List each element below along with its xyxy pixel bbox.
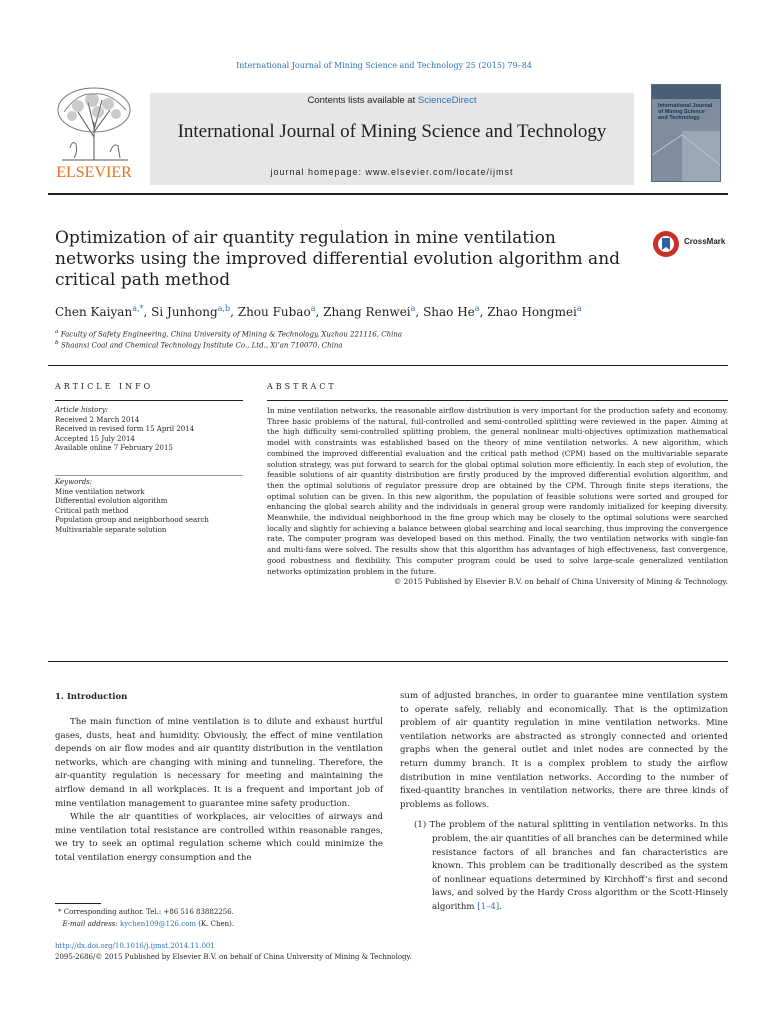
keyword-item: Population group and neighborhood search xyxy=(55,516,209,525)
cover-title: International Journal of Mining Science and Technology xyxy=(658,103,713,121)
history-revised: Received in revised form 15 April 2014 xyxy=(55,425,195,434)
keywords xyxy=(55,478,245,536)
reference-link[interactable]: [1–4] xyxy=(477,901,500,912)
history-received: Received 2 March 2014 xyxy=(55,415,140,424)
keyword-item: Critical path method xyxy=(55,506,129,515)
crossmark-label: CrossMark xyxy=(684,237,726,246)
affiliation-a xyxy=(55,329,402,338)
keyword-item: Multivariable separate solution xyxy=(55,525,167,534)
abstract-text: In mine ventilation networks, the reasonable airflow distribution is very important for the production safety and economy. Three basic problems of the natural, full-controlled and semi-controlled splitting were reviewed in the paper. Aiming at the high difficulty semi-controlled splitting problem, the general nonlinear multi-objectives optimization mathematical model with constraints was established based on the theory of mine ventilation networks. A new algorithm, which combined the improved differential evaluation and the critical path method (CPM) based on the multivariable separate solution strategy, was put forward to search for the global optimal solution more efficiently. In each step of evolution, the feasible solutions of air quantity distribution are firstly produced by the improved differential evolution algorithm, and then the optimal solutions of regulator pressure drop are obtained by the CPM. Through finite steps iterations, the optimal solution can be given. In this new algorithm, the population of feasible solutions were sorted and grouped for enhancing the global search ability and the individuals in general group were randomly initialized for keeping diversity. Meanwhile, the individual neighborhood in the fine group which may be closely to the optimal solutions were searched locally and slightly for achieving a balance between global searching and local searching, thus improving the convergence rate. The computer program was developed based on this method. Finally, the two ventilation networks with single-fan and multi-fans were solved. The results show that this algorithm has advantages of high effectiveness, fast convergence, good robustness and flexibility. This computer program could be used to solve large-scale generalized ventilation networks optimization problem in the future. xyxy=(267,406,728,576)
author-name[interactable]: Zhang Renwei xyxy=(323,305,411,319)
abstract-heading: ABSTRACT xyxy=(267,382,337,391)
body-paragraph: While the air quantities of workplaces, air velocities of airways and mine ventilation total resistance are controlled within reasonable ranges, we try to seek an optimal regulation scheme which could minimize the total ventilation energy consumption and the xyxy=(55,812,383,863)
keywords-label: Keywords: xyxy=(55,478,93,486)
journal-name: International Journal of Mining Science and Technology xyxy=(177,121,607,142)
section-rule xyxy=(48,365,728,366)
body-paragraph: The main function of mine ventilation is to dilute and exhaust hurtful gases, dusts, heat and humidity. Obviously, the effect of mine ventilation depends on air flow modes and air quantity distribution in the ventilation networks, which are changing with mining and tunneling. Therefore, the air-quantity regulation is necessary for meeting and maintaining the airflow demand in all workplaces. It is a frequent and important job of mine ventilation management to guarantee mine safety production. xyxy=(55,717,383,809)
author-name[interactable]: Zhao Hongmei xyxy=(487,305,577,319)
right-column xyxy=(400,690,728,915)
tree-illustration-icon xyxy=(48,82,140,164)
left-column xyxy=(55,716,383,866)
author-name[interactable]: Zhou Fubao xyxy=(237,305,311,319)
doi-link[interactable]: http://dx.doi.org/10.1016/j.ijmst.2014.11.001 xyxy=(55,942,215,950)
author-affiliation-marker[interactable]: a xyxy=(410,304,416,313)
author-affiliation-marker[interactable]: a xyxy=(474,304,480,313)
journal-citation[interactable]: International Journal of Mining Science and Technology 25 (2015) 79–84 xyxy=(236,61,532,70)
section-heading-introduction: 1. Introduction xyxy=(55,692,128,702)
abstract-body xyxy=(267,406,728,588)
elsevier-wordmark: ELSEVIER xyxy=(56,164,132,181)
article-info-rule xyxy=(55,400,243,401)
email-label: E-mail address: xyxy=(62,920,118,928)
keyword-item: Differential evolution algorithm xyxy=(55,497,168,506)
article-info-divider xyxy=(55,475,243,476)
list-item-end: . xyxy=(499,901,502,912)
cover-pattern-icon xyxy=(652,85,720,181)
footnote-rule xyxy=(55,903,101,904)
affiliation-text: Shaanxi Coal and Chemical Technology Institute Co., Ltd., Xi’an 710070, China xyxy=(60,341,343,350)
article-info-heading: ARTICLE INFO xyxy=(55,382,154,391)
contents-prefix: Contents lists available at xyxy=(307,95,418,106)
front-matter-rule xyxy=(48,661,728,662)
keyword-item: Mine ventilation network xyxy=(55,487,145,496)
affiliation-key: b xyxy=(55,340,59,346)
crossmark-icon xyxy=(652,230,680,258)
abstract-copyright: © 2015 Published by Elsevier B.V. on behalf of China University of Mining & Technology. xyxy=(393,577,728,587)
body-paragraph: sum of adjusted branches, in order to guarantee mine ventilation system to operate safely, reliably and economically. That is the optimization problem of air quantity regulation in mine ventilation networks. Mine ventilation networks are abstracted as strongly connected and oriented graphs when the general outlet and inlet nodes are connected by the return dummy branch. It is a complex problem to study the airflow distribution in mine ventilation networks. According to the number of fixed-quantity branches in ventilation networks, there are three kinds of problems as follows. xyxy=(400,691,728,810)
author-name[interactable]: Chen Kaiyan xyxy=(55,305,133,319)
author-affiliation-marker[interactable]: a,* xyxy=(132,304,144,313)
history-accepted: Accepted 15 July 2014 xyxy=(55,434,135,443)
elsevier-logo xyxy=(48,82,140,182)
affiliation-b xyxy=(55,340,343,349)
header-rule xyxy=(48,193,728,195)
author-name[interactable]: Si Junhong xyxy=(151,305,218,319)
crossmark-badge[interactable] xyxy=(652,230,732,258)
email-note xyxy=(58,920,234,928)
list-item-text: (1) The problem of the natural splitting in ventilation networks. In this problem, the air quantities of all branches can be determined while resistance factors of all branches and fan characteristics are known. This problem can be traditionally described as the system of nonlinear equations determined by Kirchhoff’s first and second laws, and solved by the Hardy Cross algorithm or the Scott-Hinsely algorithm xyxy=(414,820,728,912)
article-history xyxy=(55,406,245,454)
contents-line xyxy=(150,95,634,106)
history-label: Article history: xyxy=(55,406,109,414)
author-affiliation-marker[interactable]: a xyxy=(310,304,316,313)
journal-cover-thumbnail[interactable] xyxy=(651,84,721,182)
author-name[interactable]: Shao He xyxy=(423,305,475,319)
problem-list-item xyxy=(400,819,728,914)
affiliation-key: a xyxy=(55,329,59,335)
history-online: Available online 7 February 2015 xyxy=(55,444,173,453)
email-link[interactable]: kychen109@126.com xyxy=(119,920,196,928)
author-affiliation-marker[interactable]: a xyxy=(576,304,582,313)
author-list: Chen Kaiyan$^{a,*}$, Si Junhong$^{a,b}$, Zhou Fubao$^a$, Zhang Renwei$^a$, Shao He$^a$, Zhao Hongmei$^a$ xyxy=(55,304,582,319)
abstract-rule xyxy=(267,400,728,401)
sciencedirect-link[interactable]: ScienceDirect xyxy=(417,95,477,106)
corresponding-author-note: * Corresponding author. Tel.: +86 516 83882256. xyxy=(58,908,234,916)
email-suffix: (K. Chen). xyxy=(195,920,235,928)
issn-line: 2095-2686/© 2015 Published by Elsevier B.V. on behalf of China University of Mining & Technology. xyxy=(55,953,412,961)
paper-title: Optimization of air quantity regulation in mine ventilation networks using the improved differential evolution algorithm and critical path method xyxy=(55,228,621,290)
journal-homepage[interactable]: journal homepage: www.elsevier.com/locate/ijmst xyxy=(270,167,514,177)
author-affiliation-marker[interactable]: a,b xyxy=(217,304,231,313)
affiliation-text: Faculty of Safety Engineering, China University of Mining & Technology, Xuzhou 221116, China xyxy=(60,330,403,339)
